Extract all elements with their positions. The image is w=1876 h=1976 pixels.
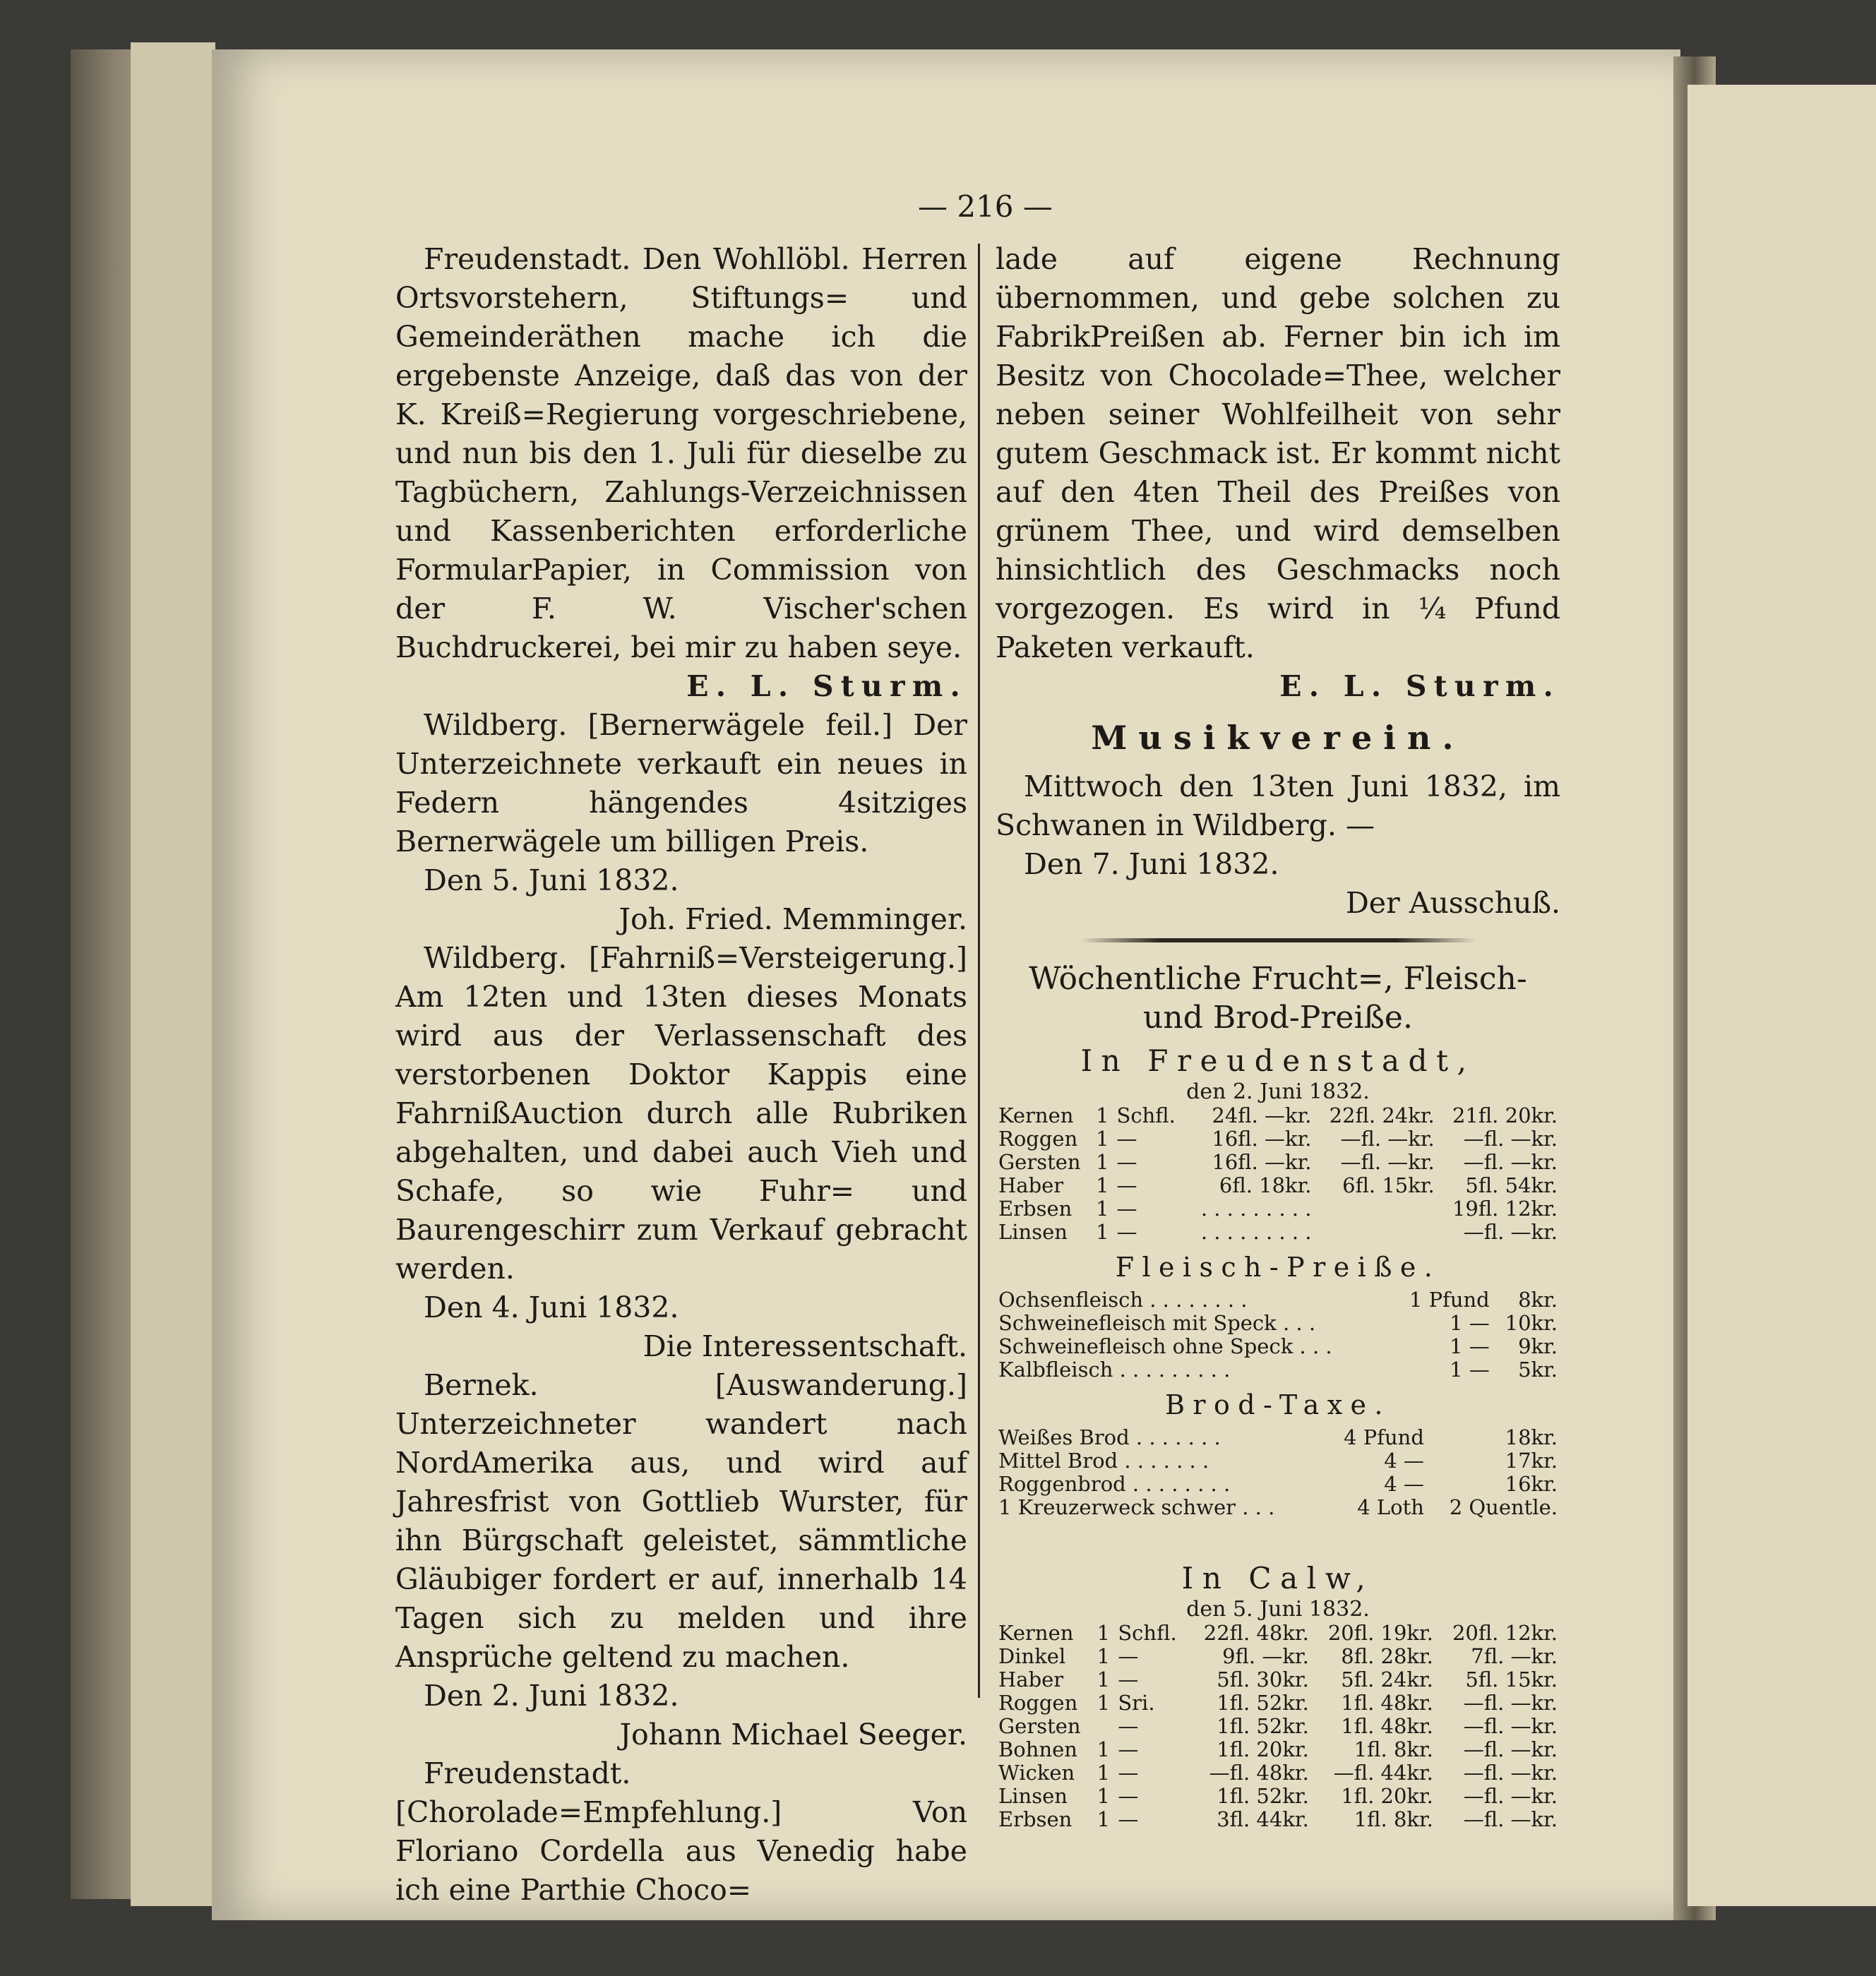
table-cell: —fl. 48kr. — [1209, 1761, 1309, 1785]
table-row — [996, 1496, 1560, 1519]
notice-paragraph: Bernek. [Auswanderung.] Unterzeichneter wandert nach NordAmerika aus, und wird auf Jahresfrist von Gottlieb Wurster, für ihn Bürgschaft geleistet, sämmtliche Gläubiger fordert er auf, innerhalb 14 Tagen sich zu melden und ihre Ansprüche geltend zu machen. — [395, 1368, 967, 1674]
table-cell: Gersten — [998, 1150, 1081, 1174]
musikverein-paragraph: Der Ausschuß. — [1345, 886, 1560, 920]
table-cell: — — [1118, 1737, 1139, 1761]
table-cell: —fl. —kr. — [1340, 1150, 1435, 1174]
table-cell: 20fl. 19kr. — [1327, 1621, 1433, 1645]
table-cell: 1 — [1096, 1173, 1109, 1197]
table-cell: — — [1118, 1761, 1139, 1785]
table-cell: Kernen — [998, 1621, 1074, 1645]
page-edge-strip — [131, 42, 215, 1906]
notice-paragraph: Den 5. Juni 1832. — [424, 863, 679, 897]
table-cell: 1fl. 20kr. — [1217, 1737, 1309, 1761]
table-cell: 9kr. — [1518, 1334, 1558, 1358]
table-cell: 2 Quentle. — [1449, 1495, 1558, 1519]
table-cell: 7fl. —kr. — [1471, 1644, 1558, 1668]
table-cell: — — [1116, 1150, 1137, 1174]
table-cell: 21fl. 20kr. — [1452, 1103, 1558, 1127]
table-cell: 1fl. 48kr. — [1341, 1691, 1433, 1715]
table-cell: —fl. —kr. — [1463, 1784, 1558, 1808]
notice-paragraph: E. L. Sturm. — [686, 669, 967, 703]
table-row — [996, 1288, 1560, 1312]
table-row — [996, 1738, 1560, 1761]
left-column — [395, 240, 967, 1910]
table-cell: 6fl. 15kr. — [1342, 1173, 1435, 1197]
table-cell: 1fl. 8kr. — [1354, 1737, 1433, 1761]
table-cell: 4 — — [1384, 1472, 1424, 1496]
table-cell: — — [1116, 1197, 1137, 1221]
table-row — [996, 1174, 1560, 1197]
table-cell: 1 — — [1450, 1334, 1490, 1358]
musikverein-heading: Musikverein. — [1091, 719, 1465, 757]
table-cell: 1 — [1096, 1197, 1109, 1221]
table-row — [996, 1221, 1560, 1244]
table-cell: 1fl. 8kr. — [1354, 1807, 1433, 1831]
table-cell: 8kr. — [1518, 1288, 1558, 1312]
table-cell: — — [1116, 1220, 1137, 1244]
table-cell: . . . . . . . . . — [1200, 1220, 1312, 1244]
table-cell: 1fl. 52kr. — [1217, 1691, 1309, 1715]
notice-paragraph: E. L. Sturm. — [1279, 669, 1560, 703]
right-column — [996, 240, 1560, 1831]
table-cell: —fl. —kr. — [1463, 1714, 1558, 1738]
table-cell: 1fl. 48kr. — [1341, 1714, 1433, 1738]
table-row — [996, 1691, 1560, 1715]
table-cell: Linsen — [998, 1784, 1068, 1808]
table-cell: 1 — [1097, 1667, 1111, 1691]
table-cell: Roggen — [998, 1127, 1078, 1151]
notice-paragraph: Den 4. Juni 1832. — [424, 1291, 679, 1324]
table-cell: —fl. —kr. — [1340, 1127, 1435, 1151]
table-cell: Schfl. — [1118, 1621, 1177, 1645]
table-cell: . . . . . . . . . — [1200, 1197, 1312, 1221]
calw-heading: In Calw, — [1181, 1561, 1375, 1595]
table-cell: 5fl. 24kr. — [1341, 1667, 1433, 1691]
freudenstadt-date: den 2. Juni 1832. — [1186, 1079, 1370, 1104]
table-cell: Gersten — [998, 1714, 1081, 1738]
notice-paragraph: Freudenstadt. Den Wohllöbl. Herren Ortsvorstehern, Stiftungs= und Gemeinderäthen mache ich die ergebenste Anzeige, daß das von der K. Kreiß=Regierung vorgeschriebene, und nun bis den 1. Juli für dieselbe zu Tagbüchern, Zahlungs-Verzeichnissen und Kassenberichten erforderliche FormularPapier, in Commission von der F. W. Vischer'schen Buchdruckerei, bei mir zu haben seye. — [395, 242, 967, 664]
table-cell: Sri. — [1118, 1691, 1155, 1715]
table-cell: Schweinefleisch ohne Speck . . . — [998, 1334, 1332, 1358]
table-cell: Mittel Brod . . . . . . . — [998, 1449, 1209, 1473]
page-number: — 216 — — [918, 189, 1053, 224]
table-cell: 1 — [1097, 1621, 1111, 1645]
table-row — [996, 1761, 1560, 1785]
table-cell: 1 — [1097, 1761, 1111, 1785]
table-row — [996, 1645, 1560, 1668]
table-cell: Kernen — [998, 1103, 1074, 1127]
table-cell: 3fl. 44kr. — [1217, 1807, 1309, 1831]
musikverein-paragraph: Den 7. Juni 1832. — [1024, 847, 1279, 881]
table-cell: 1 — [1096, 1127, 1109, 1151]
column-divider — [978, 244, 980, 1698]
table-cell: — — [1118, 1784, 1139, 1808]
table-cell: Ochsenfleisch . . . . . . . . — [998, 1288, 1248, 1312]
table-cell: —fl. —kr. — [1463, 1220, 1558, 1244]
musikverein-paragraph: Mittwoch den 13ten Juni 1832, im Schwanen in Wildberg. — — [996, 770, 1560, 842]
table-cell: 16kr. — [1505, 1472, 1558, 1496]
table-cell: Kalbfleisch . . . . . . . . . — [998, 1358, 1231, 1382]
table-cell: Wicken — [998, 1761, 1075, 1785]
table-cell: 5kr. — [1518, 1358, 1558, 1382]
bread-tax-table — [996, 1426, 1560, 1519]
table-cell: —fl. —kr. — [1463, 1127, 1558, 1151]
table-cell: 1 — [1097, 1644, 1111, 1668]
table-row — [996, 1473, 1560, 1496]
notice-paragraph: Joh. Fried. Memminger. — [619, 902, 967, 936]
calw-date: den 5. Juni 1832. — [1186, 1597, 1370, 1622]
notice-paragraph: Den 2. Juni 1832. — [424, 1679, 679, 1713]
table-row — [996, 1426, 1560, 1449]
table-cell: 16fl. —kr. — [1212, 1127, 1312, 1151]
table-row — [996, 1358, 1560, 1382]
next-page-edge — [1687, 85, 1876, 1906]
table-cell: 1fl. 20kr. — [1341, 1784, 1433, 1808]
notice-paragraph: Wildberg. [Fahrniß=Versteigerung.] Am 12ten und 13ten dieses Monats wird aus der Verlassenschaft des verstorbenen Doktor Kappis eine FahrnißAuction durch alle Rubriken abgehalten, und dabei auch Vieh und Schafe, so wie Fuhr= und Baurengeschirr zum Verkauf gebracht werden. — [395, 941, 967, 1286]
table-cell — [1315, 1221, 1438, 1244]
table-row — [996, 1335, 1560, 1358]
table-cell: Schfl. — [1116, 1103, 1176, 1127]
chocolate-notice-continued — [996, 240, 1560, 706]
freudenstadt-heading: In Freudenstadt, — [1080, 1043, 1476, 1078]
table-cell: 1 — [1097, 1807, 1111, 1831]
table-cell: 8fl. 28kr. — [1341, 1644, 1433, 1668]
table-cell: 1 Pfund — [1409, 1288, 1490, 1312]
table-cell: 1 — [1096, 1103, 1109, 1127]
table-cell: 6fl. 18kr. — [1219, 1173, 1312, 1197]
table-cell: 1fl. 52kr. — [1217, 1714, 1309, 1738]
table-cell: Bohnen — [998, 1737, 1077, 1761]
table-cell: 9fl. —kr. — [1222, 1644, 1309, 1668]
table-cell: 20fl. 12kr. — [1452, 1621, 1558, 1645]
table-row — [996, 1785, 1560, 1808]
table-cell: — — [1116, 1127, 1137, 1151]
table-cell: Erbsen — [998, 1197, 1073, 1221]
bread-tax-heading: Brod-Taxe. — [1165, 1389, 1391, 1420]
table-cell: 22fl. 48kr. — [1203, 1621, 1309, 1645]
table-row — [996, 1715, 1560, 1738]
musikverein-notice — [996, 767, 1560, 923]
table-cell: — — [1118, 1667, 1139, 1691]
table-row — [996, 1312, 1560, 1335]
ornamental-rule — [1080, 938, 1476, 942]
table-cell: Weißes Brod . . . . . . . — [998, 1425, 1221, 1449]
table-cell: Linsen — [998, 1220, 1068, 1244]
freudenstadt-grain-table — [996, 1104, 1560, 1244]
table-cell: Dinkel — [998, 1644, 1066, 1668]
notice-paragraph: Johann Michael Seeger. — [619, 1718, 967, 1752]
table-cell: 4 — — [1384, 1449, 1424, 1473]
table-row — [996, 1668, 1560, 1691]
table-cell: 22fl. 24kr. — [1329, 1103, 1435, 1127]
table-row — [996, 1808, 1560, 1831]
table-cell: 1 — [1097, 1784, 1111, 1808]
table-cell: Haber — [998, 1173, 1064, 1197]
table-cell — [1315, 1197, 1438, 1221]
table-row — [996, 1622, 1560, 1645]
table-cell: —fl. —kr. — [1463, 1691, 1558, 1715]
notice-paragraph: Die Interessentschaft. — [643, 1329, 967, 1363]
table-cell: 5fl. 54kr. — [1465, 1173, 1558, 1197]
table-row — [996, 1151, 1560, 1174]
meat-prices-heading: Fleisch-Preiße. — [1115, 1252, 1441, 1283]
notice-paragraph: lade auf eigene Rechnung übernommen, und gebe solchen zu FabrikPreißen ab. Ferner bin ich im Besitz von Chocolade=Thee, welcher neben seiner Wohlfeilheit von sehr gutem Geschmack ist. Er kommt nicht auf den 4ten Theil des Preißes von grünem Thee, und wird demselben hinsichtlich des Geschmacks noch vorgezogen. Es wird in ¼ Pfund Paketen verkauft. — [996, 242, 1560, 664]
table-cell: 24fl. —kr. — [1212, 1103, 1312, 1127]
table-cell — [1094, 1715, 1116, 1738]
table-cell: Schweinefleisch mit Speck . . . — [998, 1311, 1316, 1335]
table-cell: 1 — [1096, 1220, 1109, 1244]
table-cell: —fl. —kr. — [1463, 1150, 1558, 1174]
table-cell: 10kr. — [1505, 1311, 1558, 1335]
table-cell: — — [1116, 1173, 1137, 1197]
table-cell: Roggen — [998, 1691, 1078, 1715]
table-cell: 1 Kreuzerweck schwer . . . — [998, 1495, 1275, 1519]
table-cell: 1fl. 52kr. — [1217, 1784, 1309, 1808]
notice-paragraph: Wildberg. [Bernerwägele feil.] Der Unterzeichnete verkauft ein neues in Federn hängendes 4sitziges Bernerwägele um billigen Preis. — [395, 708, 967, 858]
table-cell: 5fl. 30kr. — [1217, 1667, 1309, 1691]
meat-prices-table — [996, 1288, 1560, 1382]
table-cell: 1 — [1097, 1737, 1111, 1761]
table-row — [996, 1127, 1560, 1151]
table-cell: —fl. —kr. — [1463, 1761, 1558, 1785]
table-row — [996, 1197, 1560, 1221]
table-cell: 1 — — [1450, 1311, 1490, 1335]
table-row — [996, 1104, 1560, 1127]
table-cell: —fl. —kr. — [1463, 1807, 1558, 1831]
table-row — [996, 1449, 1560, 1473]
table-cell: 19fl. 12kr. — [1452, 1197, 1558, 1221]
table-cell: 17kr. — [1505, 1449, 1558, 1473]
table-cell: — — [1118, 1807, 1139, 1831]
table-cell: Haber — [998, 1667, 1064, 1691]
table-cell: —fl. —kr. — [1463, 1737, 1558, 1761]
table-cell: Roggenbrod . . . . . . . . — [998, 1472, 1231, 1496]
table-cell: Erbsen — [998, 1807, 1073, 1831]
table-cell: 16fl. —kr. — [1212, 1150, 1312, 1174]
table-cell: — — [1118, 1714, 1139, 1738]
table-cell: 1 — [1096, 1150, 1109, 1174]
calw-grain-table — [996, 1622, 1560, 1831]
table-cell: 1 — [1097, 1691, 1111, 1715]
table-cell: 18kr. — [1505, 1425, 1558, 1449]
table-cell: 4 Pfund — [1344, 1425, 1424, 1449]
table-cell: 4 Loth — [1357, 1495, 1424, 1519]
notice-paragraph: Freudenstadt. [Chorolade=Empfehlung.] Von Floriano Cordella aus Venedig habe ich eine Parthie Choco= — [395, 1756, 967, 1907]
table-cell: — — [1118, 1644, 1139, 1668]
table-cell: 5fl. 15kr. — [1465, 1667, 1558, 1691]
table-cell: —fl. 44kr. — [1333, 1761, 1433, 1785]
prices-title: Wöchentliche Frucht=, Fleisch- und Brod-Preiße. — [1029, 961, 1527, 1036]
table-cell: 1 — — [1450, 1358, 1490, 1382]
